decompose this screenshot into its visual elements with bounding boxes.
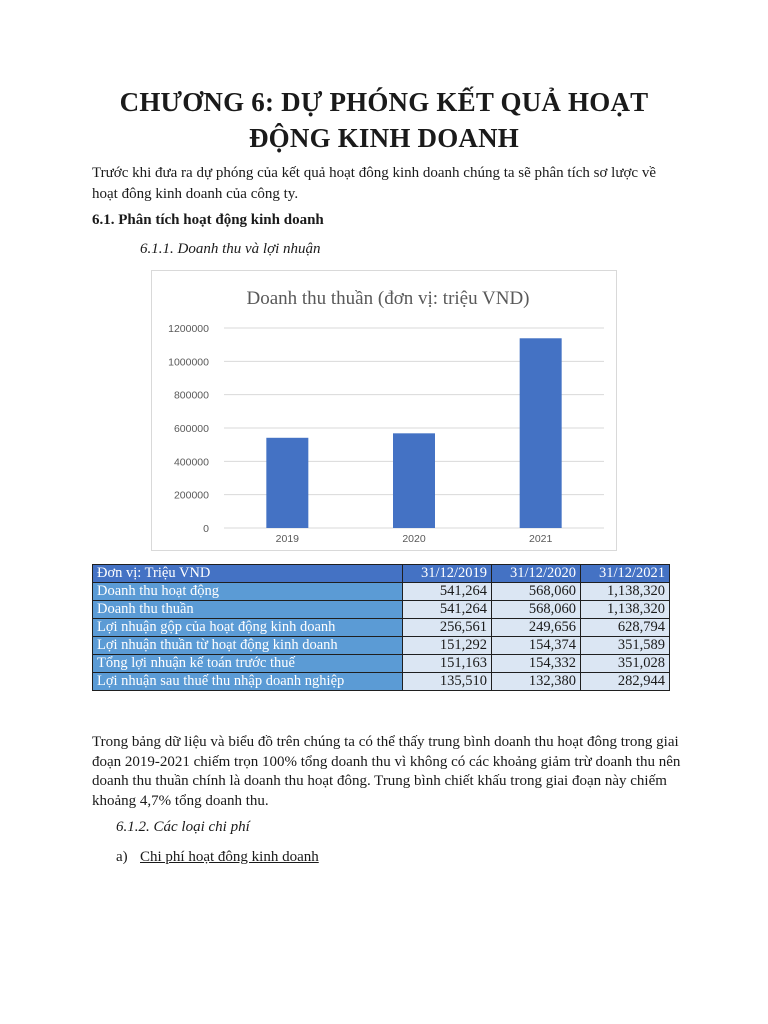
chart-y-tick-label: 800000 — [173, 389, 209, 402]
intro-paragraph: Trước khi đưa ra dự phóng của kết quả hoạt đông kinh doanh chúng ta sẽ phân tích sơ lược về hoạt đông kinh doanh của công ty. — [92, 165, 656, 202]
table-cell: 249,656 — [492, 619, 581, 637]
table-cell: 151,163 — [403, 655, 492, 673]
table-cell: 1,138,320 — [581, 601, 670, 619]
chart-x-tick-label: 2020 — [402, 533, 426, 545]
table-header-col: 31/12/2020 — [492, 565, 581, 583]
table-row-label: Doanh thu thuần — [93, 601, 403, 619]
chart-x-axis — [276, 533, 553, 545]
list-item-marker: a) — [116, 849, 128, 865]
subsection-heading-revenue: 6.1.1. Doanh thu và lợi nhuận — [140, 241, 321, 257]
subsection-heading-costs: 6.1.2. Các loại chi phí — [116, 819, 250, 835]
table-header-row — [93, 565, 670, 583]
chart-bar — [393, 433, 435, 528]
chart-x-tick-label: 2021 — [528, 533, 553, 545]
table-cell: 135,510 — [403, 673, 492, 691]
table-row-label: Tổng lợi nhuận kế toán trước thuế — [93, 655, 403, 673]
table-cell: 628,794 — [581, 619, 670, 637]
table-row — [93, 637, 670, 655]
chart-y-tick-label: 400000 — [173, 456, 209, 469]
table-cell: 1,138,320 — [581, 583, 670, 601]
chapter-title-line-2: ĐỘNG KINH DOANH — [248, 123, 519, 153]
financial-table — [92, 564, 670, 691]
chart-bar — [520, 338, 562, 528]
list-item — [116, 849, 319, 866]
chapter-title-line-1: CHƯƠNG 6: DỰ PHÓNG KẾT QUẢ HOẠT — [119, 87, 649, 117]
table-cell: 154,332 — [492, 655, 581, 673]
table-cell: 151,292 — [403, 637, 492, 655]
chart-y-tick-label: 0 — [203, 523, 209, 535]
chart-bar — [266, 438, 308, 528]
chart-y-tick-label: 1000000 — [168, 356, 209, 369]
chart-y-tick-label: 200000 — [173, 489, 209, 502]
chart-y-tick-label: 1200000 — [168, 323, 209, 335]
table-row-label: Lợi nhuận gộp của hoạt động kinh doanh — [93, 619, 403, 637]
table-row — [93, 583, 670, 601]
table-cell: 541,264 — [403, 583, 492, 601]
table-header-col: 31/12/2021 — [581, 565, 670, 583]
table-cell: 132,380 — [492, 673, 581, 691]
table-row — [93, 619, 670, 637]
table-cell: 568,060 — [492, 583, 581, 601]
table-cell: 282,944 — [581, 673, 670, 691]
table-row — [93, 601, 670, 619]
revenue-chart-svg — [152, 271, 616, 550]
analysis-paragraph: Trong bảng dữ liệu và biểu đồ trên chúng ta có thể thấy trung bình doanh thu hoạt đông trong giai đoạn 2019-2021 chiếm trọn 100% tổng doanh thu vì không có các khoảng giảm trừ doanh thu nên doanh thu thuần chính là doanh thu hoạt đông. Trung bình chiết khấu trong giai đoạn này chiếm khoảng 4,7% tổng doanh thu. — [92, 734, 681, 809]
chapter-title — [0, 84, 768, 156]
section-heading: 6.1. Phân tích hoạt động kinh doanh — [92, 212, 324, 228]
chart-y-axis — [168, 323, 209, 535]
table-row-label: Doanh thu hoạt động — [93, 583, 403, 601]
table-cell: 541,264 — [403, 601, 492, 619]
list-item-text: Chi phí hoạt đông kinh doanh — [140, 849, 319, 865]
table-cell: 256,561 — [403, 619, 492, 637]
chart-x-tick-label: 2019 — [275, 533, 300, 545]
table-row-label: Lợi nhuận thuần từ hoạt động kinh doanh — [93, 637, 403, 655]
table-row-label: Lợi nhuận sau thuế thu nhập doanh nghiệp — [93, 673, 403, 691]
table-row — [93, 673, 670, 691]
table-cell: 351,589 — [581, 637, 670, 655]
revenue-chart — [151, 270, 617, 551]
table-header-unit: Đơn vị: Triệu VND — [93, 565, 403, 583]
chart-y-tick-label: 600000 — [173, 423, 209, 435]
table-row — [93, 655, 670, 673]
table-cell: 154,374 — [492, 637, 581, 655]
table-cell: 351,028 — [581, 655, 670, 673]
chart-title: Doanh thu thuần (đơn vị: triệu VND) — [246, 288, 530, 309]
table-header-col: 31/12/2019 — [403, 565, 492, 583]
chart-bars — [266, 338, 561, 528]
table-cell: 568,060 — [492, 601, 581, 619]
